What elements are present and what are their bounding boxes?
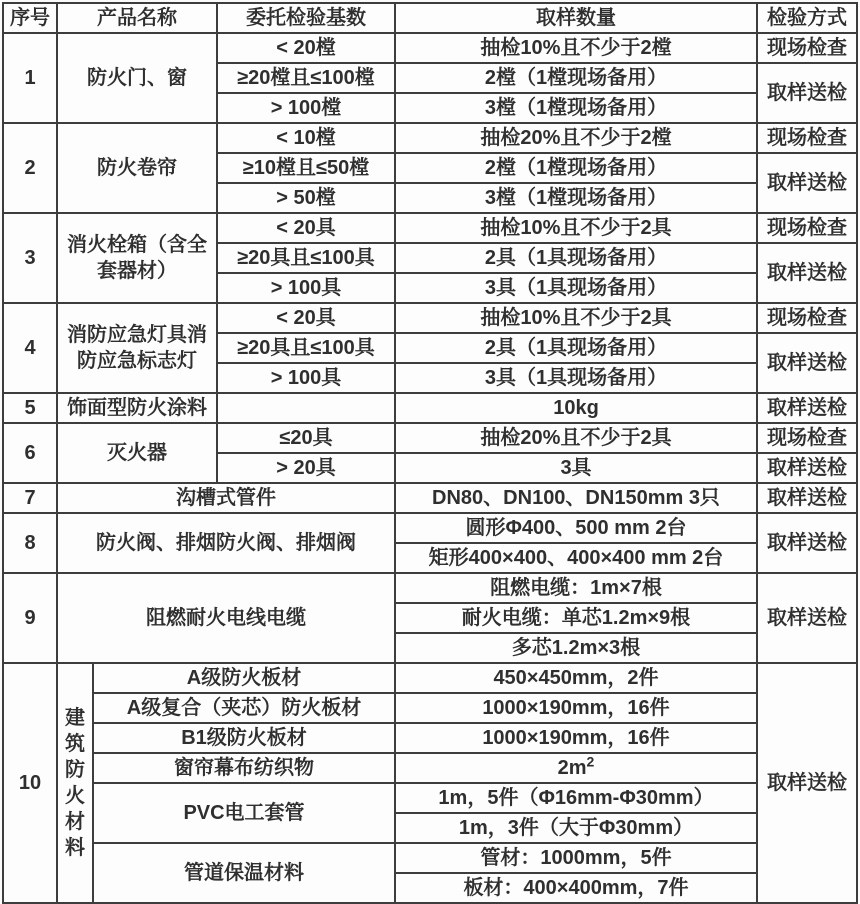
- row8-method: 取样送检: [757, 513, 857, 573]
- row1-base-0: < 20樘: [217, 33, 395, 63]
- row3-no: 3: [3, 213, 57, 303]
- row10-item2-sample: 1000×190mm，16件: [395, 723, 757, 753]
- row6-sample-0: 抽检20%且不少于2具: [395, 423, 757, 453]
- table-row: [3, 213, 857, 243]
- row8-no: 8: [3, 513, 57, 573]
- row10-no: 10: [3, 663, 57, 903]
- row5-product-name: 饰面型防火涂料: [57, 393, 217, 423]
- row1-method-1: 取样送检: [757, 63, 857, 123]
- row1-sample-2: 3樘（1樘现场备用）: [395, 93, 757, 123]
- row6-no: 6: [3, 423, 57, 483]
- row4-base-1: ≥20具且≤100具: [217, 333, 395, 363]
- header-cell-method: 检验方式: [757, 3, 857, 33]
- row1-sample-0: 抽检10%且不少于2樘: [395, 33, 757, 63]
- row2-method-0: 现场检查: [757, 123, 857, 153]
- row6-method-1: 取样送检: [757, 453, 857, 483]
- row7-product-name: 沟槽式管件: [57, 483, 395, 513]
- row1-no: 1: [3, 33, 57, 123]
- table-row: [3, 663, 857, 693]
- row7-sample: DN80、DN100、DN150mm 3只: [395, 483, 757, 513]
- table-row: [3, 723, 857, 753]
- row8-product-name: 防火阀、排烟防火阀、排烟阀: [57, 513, 395, 573]
- row1-product-name: 防火门、窗: [57, 33, 217, 123]
- row6-base-0: ≤20具: [217, 423, 395, 453]
- row10-item5-sample-1: 板材：400×400mm，7件: [395, 873, 757, 903]
- row10-group-name: 建筑防火材料: [57, 663, 93, 903]
- row4-sample-2: 3具（1具现场备用）: [395, 363, 757, 393]
- row1-base-1: ≥20樘且≤100樘: [217, 63, 395, 93]
- row4-method-1: 取样送检: [757, 333, 857, 393]
- row10-item3-name: 窗帘幕布纺织物: [93, 753, 395, 783]
- row3-method-1: 取样送检: [757, 243, 857, 303]
- table-header-row: [3, 3, 857, 33]
- row10-method: 取样送检: [757, 663, 857, 903]
- row3-base-2: > 100具: [217, 273, 395, 303]
- row6-sample-1: 3具: [395, 453, 757, 483]
- row1-sample-1: 2樘（1樘现场备用）: [395, 63, 757, 93]
- row10-item0-sample: 450×450mm，2件: [395, 663, 757, 693]
- table-row: [3, 33, 857, 63]
- row4-base-0: < 20具: [217, 303, 395, 333]
- row10-item3-sample: [395, 753, 757, 783]
- row2-sample-2: 3樘（1樘现场备用）: [395, 183, 757, 213]
- row4-no: 4: [3, 303, 57, 393]
- table-row: [3, 573, 857, 603]
- header-cell-product-name: 产品名称: [57, 3, 217, 33]
- row3-sample-0: 抽检10%且不少于2具: [395, 213, 757, 243]
- row4-sample-1: 2具（1具现场备用）: [395, 333, 757, 363]
- row8-sample-0: 圆形Φ400、500 mm 2台: [395, 513, 757, 543]
- sample-value: 2m: [557, 757, 587, 779]
- row3-base-0: < 20具: [217, 213, 395, 243]
- row2-base-1: ≥10樘且≤50樘: [217, 153, 395, 183]
- row2-product-name: 防火卷帘: [57, 123, 217, 213]
- row3-sample-1: 2具（1具现场备用）: [395, 243, 757, 273]
- row9-sample-2: 多芯1.2m×3根: [395, 633, 757, 663]
- row2-sample-0: 抽检20%且不少于2樘: [395, 123, 757, 153]
- row10-item4-name: PVC电工套管: [93, 783, 395, 843]
- table-row: [3, 693, 857, 723]
- table-row: [3, 843, 857, 873]
- row4-product-name: 消防应急灯具消防应急标志灯: [57, 303, 217, 393]
- row10-item5-sample-0: 管材：1000mm，5件: [395, 843, 757, 873]
- table-row: [3, 513, 857, 543]
- row9-sample-1: 耐火电缆：单芯1.2m×9根: [395, 603, 757, 633]
- row10-item5-name: 管道保温材料: [93, 843, 395, 903]
- table-row: [3, 393, 857, 423]
- row1-method-0: 现场检查: [757, 33, 857, 63]
- table-row: [3, 303, 857, 333]
- row2-sample-1: 2樘（1樘现场备用）: [395, 153, 757, 183]
- row2-no: 2: [3, 123, 57, 213]
- row5-base: [217, 393, 395, 423]
- row10-item0-name: A级防火板材: [93, 663, 395, 693]
- header-cell-no: 序号: [3, 3, 57, 33]
- table-row: [3, 423, 857, 453]
- table-row: [3, 783, 857, 813]
- row2-method-1: 取样送检: [757, 153, 857, 213]
- row4-sample-0: 抽检10%且不少于2具: [395, 303, 757, 333]
- row5-method: 取样送检: [757, 393, 857, 423]
- row4-method-0: 现场检查: [757, 303, 857, 333]
- row9-no: 9: [3, 573, 57, 663]
- row10-item4-sample-1: 1m，3件（大于Φ30mm）: [395, 813, 757, 843]
- fire-product-sampling-table: [2, 2, 858, 904]
- table-row: [3, 123, 857, 153]
- header-cell-base-quantity: 委托检验基数: [217, 3, 395, 33]
- table-row: [3, 753, 857, 783]
- row10-item2-name: B1级防火板材: [93, 723, 395, 753]
- row3-sample-2: 3具（1具现场备用）: [395, 273, 757, 303]
- row5-sample: 10kg: [395, 393, 757, 423]
- row10-item1-sample: 1000×190mm，16件: [395, 693, 757, 723]
- row7-no: 7: [3, 483, 57, 513]
- row10-item4-sample-0: 1m，5件（Φ16mm-Φ30mm）: [395, 783, 757, 813]
- row6-base-1: > 20具: [217, 453, 395, 483]
- row2-base-0: < 10樘: [217, 123, 395, 153]
- row7-method: 取样送检: [757, 483, 857, 513]
- row8-sample-1: 矩形400×400、400×400 mm 2台: [395, 543, 757, 573]
- row2-base-2: > 50樘: [217, 183, 395, 213]
- row4-base-2: > 100具: [217, 363, 395, 393]
- row6-product-name: 灭火器: [57, 423, 217, 483]
- table-row: [3, 483, 857, 513]
- sample-superscript: 2: [586, 753, 595, 770]
- row6-method-0: 现场检查: [757, 423, 857, 453]
- row3-product-name: 消火栓箱（含全套器材）: [57, 213, 217, 303]
- header-cell-sample-quantity: 取样数量: [395, 3, 757, 33]
- row9-method: 取样送检: [757, 573, 857, 663]
- row5-no: 5: [3, 393, 57, 423]
- row9-product-name: 阻燃耐火电线电缆: [57, 573, 395, 663]
- row3-method-0: 现场检查: [757, 213, 857, 243]
- row1-base-2: > 100樘: [217, 93, 395, 123]
- row10-item1-name: A级复合（夹芯）防火板材: [93, 693, 395, 723]
- row9-sample-0: 阻燃电缆：1m×7根: [395, 573, 757, 603]
- row3-base-1: ≥20具且≤100具: [217, 243, 395, 273]
